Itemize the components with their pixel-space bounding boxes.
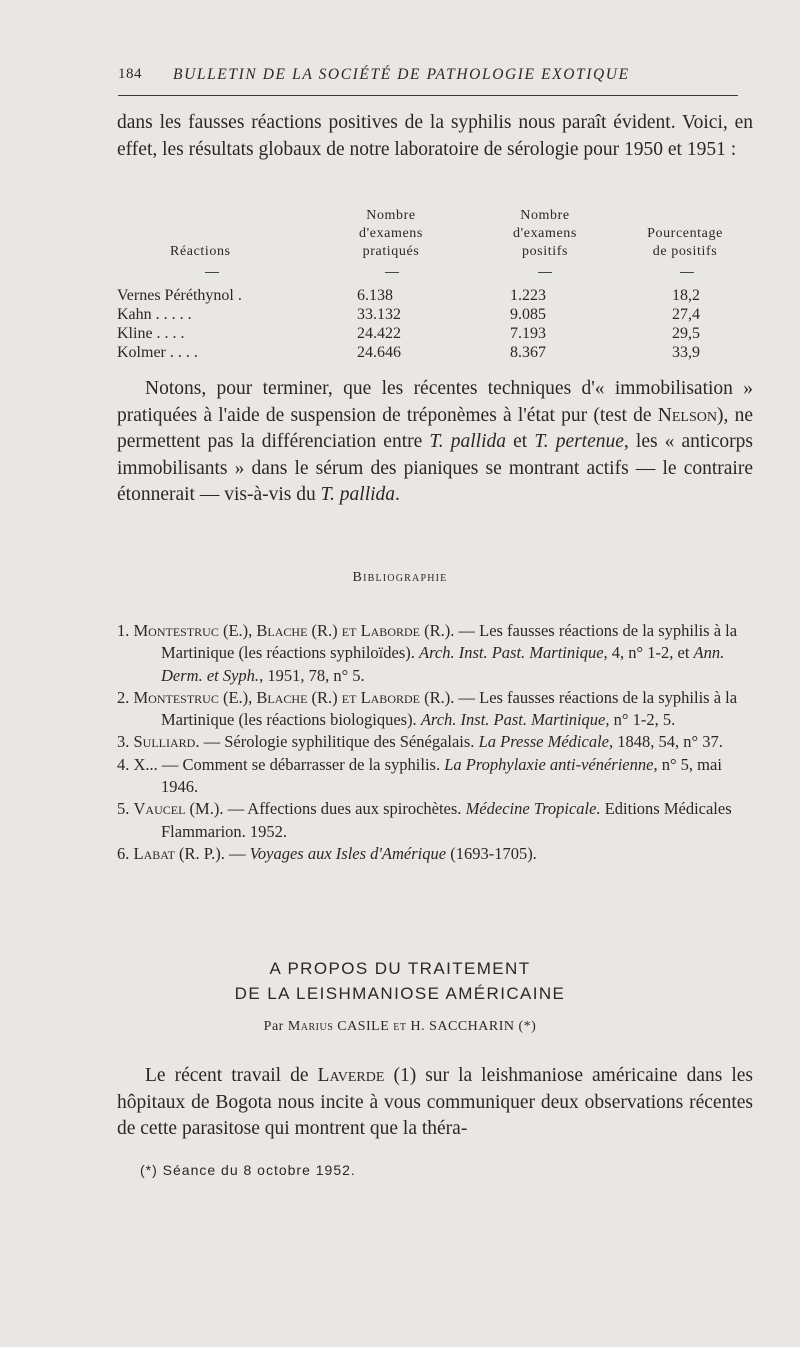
header-nombre-positifs: Nombre d'examens positifs	[513, 208, 577, 259]
footnote: (*) Séance du 8 octobre 1952.	[140, 1162, 356, 1178]
article-authors: Par Marius CASILE et H. SACCHARIN (*)	[263, 1019, 537, 1034]
bibliography-entry: 1. Montestruc (E.), Blache (R.) et Laborde (R.). — Les fausses réactions de la syphilis à la Martinique (les réactions syphiloïdes). Arch. Inst. Past. Martinique, 4, n° 1-2, et Ann. Derm. et Syph., 1951, 78, n° 5.	[117, 621, 738, 685]
header-rule	[118, 95, 738, 96]
page-number: 184	[118, 66, 142, 82]
bibliography-entry: 6. Labat (R. P.). — Voyages aux Isles d'Amérique (1693-1705).	[117, 843, 537, 863]
intro-paragraph: dans les fausses réactions positives de la syphilis nous paraît évident. Voici, en effet, les résultats globaux de notre laboratoire de sérologie pour 1950 et 1951 :	[117, 112, 753, 160]
header-dash	[538, 272, 552, 273]
bibliography-list	[117, 620, 753, 865]
article-title: A PROPOS DU TRAITEMENT DE LA LEISHMANIOSE AMÉRICAINE	[234, 959, 566, 1003]
bibliography-entry: 4. X... — Comment se débarrasser de la syphilis. La Prophylaxie anti-vénérienne, n° 5, mai 1946.	[117, 754, 722, 797]
header-dash	[205, 272, 219, 273]
header-nombre-examens: Nombre d'examens pratiqués	[359, 208, 423, 259]
closing-paragraph: Notons, pour terminer, que les récentes techniques d'« immobilisation » pratiquées à l'aide de suspension de tréponèmes à l'état pur (test de Nelson), ne permettent pas la différenciation entre T. pallida et T. pertenue, les « anticorps immobilisants » dans le sérum des pianiques se montrant actifs — le contraire étonnerait — vis-à-vis du T. pallida.	[117, 378, 754, 505]
article-paragraph: Le récent travail de Laverde (1) sur la leishmaniose américaine dans les hôpitaux de Bogota nous incite à vous communiquer deux observations récentes de cette parasitose qui montrent que la théra-	[117, 1065, 754, 1139]
bibliography-entry: 5. Vaucel (M.). — Affections dues aux spirochètes. Médecine Tropicale. Editions Médicales Flammarion. 1952.	[117, 799, 732, 841]
header-dash	[680, 272, 694, 273]
header-dash	[385, 272, 399, 273]
bibliography-title: Bibliographie	[352, 570, 448, 585]
document-page: 184 BULLETIN DE LA SOCIÉTÉ DE PATHOLOGIE EXOTIQUE dans les fausses réactions positives de la syphilis nous paraît évident. Voici, en effet, les résultats globaux de notre laboratoire de sérologie pour 1950 et 1951 : Nombre d'examens pratiqués Nombre d'examens positifs Pourcentage de positifs Réactions Vernes Péréthynol . 6.138 1.223 18,2 Kahn . . . . . 33.132 9.085 27,4 Kline . . . . 24.422 7.193 29,5 Kolmer . . . . 24.646 8.367 33,9 Notons, pour terminer, que les récentes techniques d'« immobilisation » pratiquées à l'aide de suspension de tréponèmes à l'état pur (test de Nelson), ne permettent pas la différenciation entre T. pallida et T. pertenue, les « anticorps immobilisants » dans le sérum des pianiques se montrant actifs — le contraire étonnerait — vis-à-vis du T. pallida. Bibliographie 1. Montestruc (E.), Blache (R.) et Laborde (R.). — Les fausses réactions de la syphilis à la Martinique (les réactions syphiloïdes). Arch. Inst. Past. Martinique, 4, n° 1-2, et Ann. Derm. et Syph., 1951, 78, n° 5. 2. Montestruc (E.), Blache (R.) et Laborde (R.). — Les fausses réactions de la syphilis à la Martinique (les réactions biologiques). Arch. Inst. Past. Martinique, n° 1-2, 5. 3. Sulliard. — Sérologie syphilitique des Sénégalais. La Presse Médicale, 1848, 54, n° 37. 4. X... — Comment se débarrasser de la syphilis. La Prophylaxie anti-vénérienne, n° 5, mai 1946. 5. Vaucel (M.). — Affections dues aux spirochètes. Médecine Tropicale. Editions Médicales Flammarion. 1952. 6. Labat (R. P.). — Voyages aux Isles d'Amérique (1693-1705). A PROPOS DU TRAITEMENT DE LA LEISHMANIOSE AMÉRICAINE Par Marius CASILE et H. SACCHARIN (*) Le récent travail de Laverde (1) sur la leishmaniose américaine dans les hôpitaux de Bogota nous incite à vous communiquer deux observations récentes de cette parasitose qui montrent que la théra- (*) Séance du 8 octobre 1952.	[0, 0, 800, 1347]
header-pourcentage: Pourcentage de positifs	[647, 226, 723, 259]
bibliography-entry: 3. Sulliard. — Sérologie syphilitique des Sénégalais. La Presse Médicale, 1848, 54, n° 37.	[117, 732, 723, 752]
header-reactions: Réactions	[170, 244, 231, 259]
bibliography-entry: 2. Montestruc (E.), Blache (R.) et Laborde (R.). — Les fausses réactions de la syphilis à la Martinique (les réactions biologiques). Arch. Inst. Past. Martinique, n° 1-2, 5.	[117, 687, 738, 730]
journal-title: BULLETIN DE LA SOCIÉTÉ DE PATHOLOGIE EXOTIQUE	[173, 66, 630, 83]
